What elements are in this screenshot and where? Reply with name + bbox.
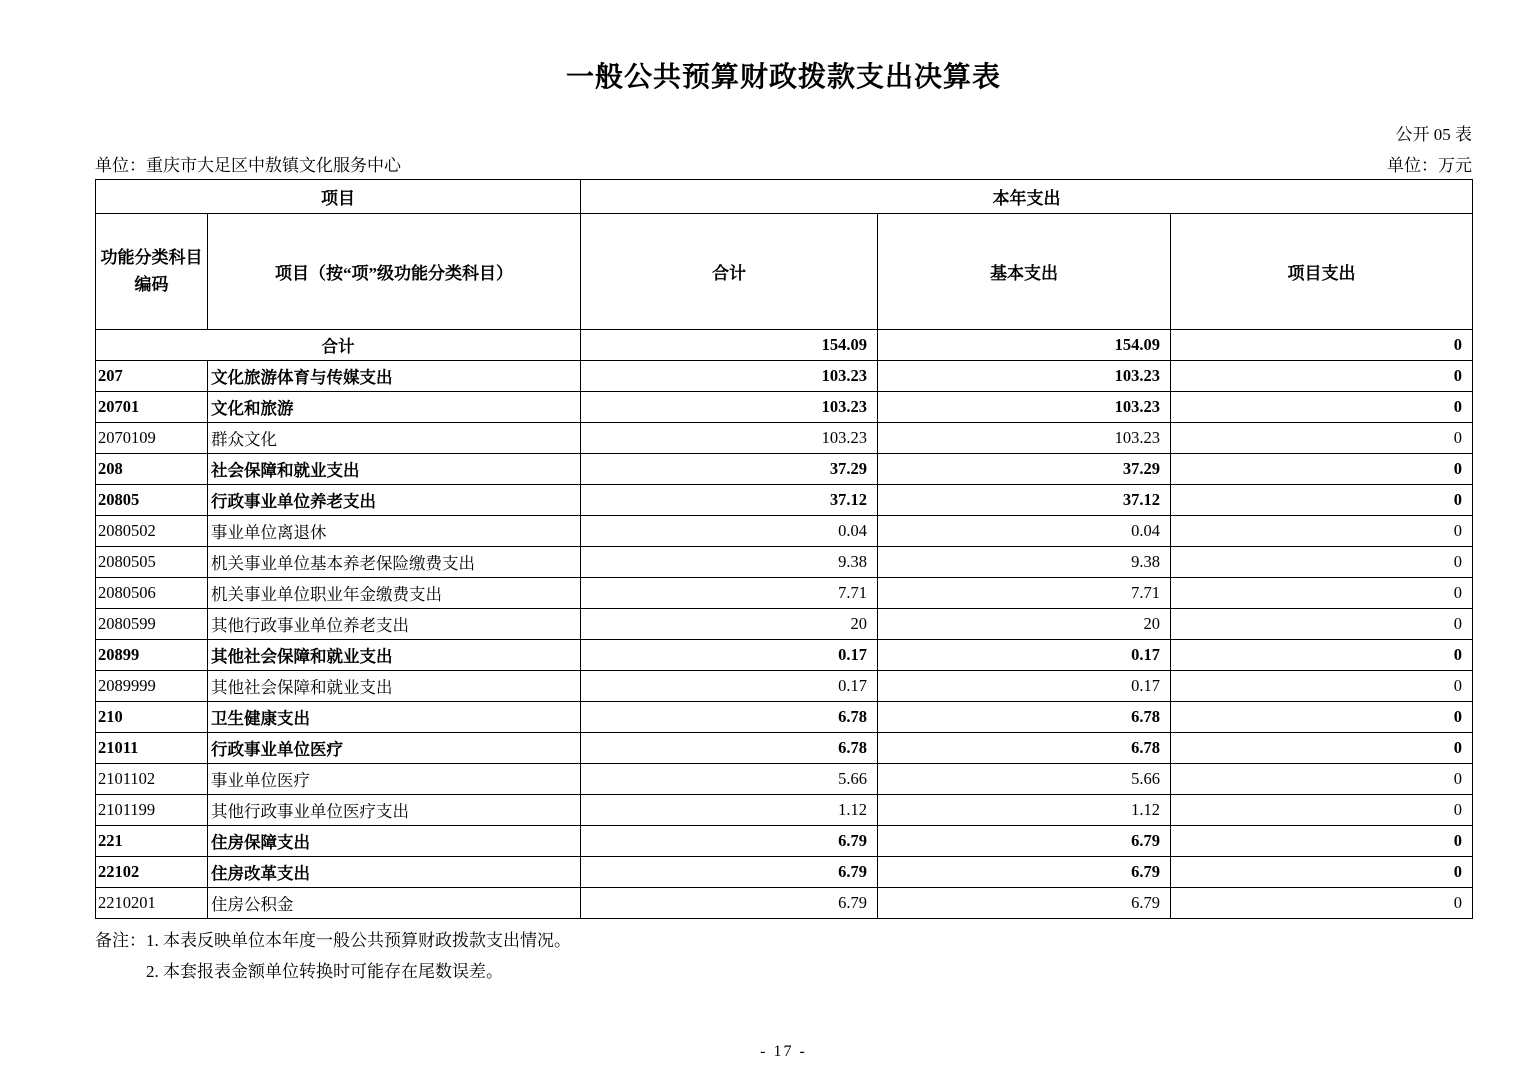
row-item: 社会保障和就业支出 — [208, 454, 581, 485]
row-total: 7.71 — [581, 578, 878, 609]
notes — [95, 925, 1472, 987]
header-columns-row — [96, 214, 1473, 330]
row-code: 2080505 — [96, 547, 208, 578]
row-item: 其他社会保障和就业支出 — [208, 640, 581, 671]
table-row — [96, 547, 1473, 578]
row-basic: 9.38 — [878, 547, 1171, 578]
row-project: 0 — [1171, 547, 1473, 578]
row-total: 103.23 — [581, 392, 878, 423]
table-row — [96, 609, 1473, 640]
row-code: 2070109 — [96, 423, 208, 454]
row-basic: 6.79 — [878, 888, 1171, 919]
row-total: 37.12 — [581, 485, 878, 516]
row-total: 6.79 — [581, 826, 878, 857]
header-function-code-line2: 编码 — [134, 274, 169, 294]
row-code: 20899 — [96, 640, 208, 671]
row-item: 文化旅游体育与传媒支出 — [208, 361, 581, 392]
table-row — [96, 671, 1473, 702]
row-total: 103.23 — [581, 361, 878, 392]
row-basic: 37.12 — [878, 485, 1171, 516]
note-text-1: 1. 本表反映单位本年度一般公共预算财政拨款支出情况。 — [146, 931, 571, 950]
row-project: 0 — [1171, 826, 1473, 857]
row-project: 0 — [1171, 764, 1473, 795]
row-code: 2080506 — [96, 578, 208, 609]
row-basic: 103.23 — [878, 423, 1171, 454]
note-line-2: 2. 本套报表金额单位转换时可能存在尾数误差。 — [146, 962, 503, 981]
row-project: 0 — [1171, 857, 1473, 888]
row-project: 0 — [1171, 516, 1473, 547]
row-total: 6.79 — [581, 888, 878, 919]
document-content — [95, 0, 1472, 1061]
row-code: 20701 — [96, 392, 208, 423]
table-row — [96, 826, 1473, 857]
row-total: 1.12 — [581, 795, 878, 826]
row-code: 2080502 — [96, 516, 208, 547]
row-code: 2101102 — [96, 764, 208, 795]
row-item: 其他行政事业单位医疗支出 — [208, 795, 581, 826]
row-project: 0 — [1171, 609, 1473, 640]
unit-name-label: 单位：重庆市大足区中敖镇文化服务中心 — [95, 156, 401, 175]
row-item: 卫生健康支出 — [208, 702, 581, 733]
table-row — [96, 516, 1473, 547]
table-row — [96, 733, 1473, 764]
row-code: 221 — [96, 826, 208, 857]
header-function-code-line1: 功能分类科目 — [100, 248, 203, 268]
row-total: 6.78 — [581, 702, 878, 733]
table-row — [96, 330, 1473, 361]
table-row — [96, 702, 1473, 733]
row-basic: 20 — [878, 609, 1171, 640]
row-item: 机关事业单位职业年金缴费支出 — [208, 578, 581, 609]
table-row — [96, 764, 1473, 795]
row-project: 0 — [1171, 888, 1473, 919]
table-body — [96, 330, 1473, 919]
row-project: 0 — [1171, 733, 1473, 764]
row-item: 合计 — [96, 330, 581, 361]
row-item: 住房公积金 — [208, 888, 581, 919]
header-current-year-group: 本年支出 — [581, 180, 1473, 214]
row-project: 0 — [1171, 702, 1473, 733]
page-number: - 17 - — [760, 1043, 807, 1060]
row-basic: 6.79 — [878, 857, 1171, 888]
row-basic: 103.23 — [878, 392, 1171, 423]
header-project-expenditure: 项目支出 — [1171, 214, 1473, 330]
header-group-row — [96, 180, 1473, 214]
table-row — [96, 888, 1473, 919]
row-project: 0 — [1171, 640, 1473, 671]
row-basic: 103.23 — [878, 361, 1171, 392]
header-total: 合计 — [581, 214, 878, 330]
table-row — [96, 454, 1473, 485]
row-total: 5.66 — [581, 764, 878, 795]
row-basic: 1.12 — [878, 795, 1171, 826]
row-project: 0 — [1171, 423, 1473, 454]
row-item: 事业单位医疗 — [208, 764, 581, 795]
row-item: 群众文化 — [208, 423, 581, 454]
table-number-label: 公开 05 表 — [1395, 125, 1472, 144]
row-basic: 0.17 — [878, 640, 1171, 671]
row-code: 210 — [96, 702, 208, 733]
row-total: 154.09 — [581, 330, 878, 361]
header-item: 项目（按“项”级功能分类科目） — [208, 214, 581, 330]
row-project: 0 — [1171, 578, 1473, 609]
row-basic: 5.66 — [878, 764, 1171, 795]
unit-currency-label: 单位：万元 — [1387, 156, 1472, 175]
row-basic: 37.29 — [878, 454, 1171, 485]
row-code: 2080599 — [96, 609, 208, 640]
row-total: 0.17 — [581, 640, 878, 671]
table-row — [96, 392, 1473, 423]
header-project-group: 项目 — [96, 180, 581, 214]
row-item: 行政事业单位养老支出 — [208, 485, 581, 516]
unit-line — [95, 151, 1472, 176]
expenditure-table — [95, 179, 1473, 919]
row-item: 行政事业单位医疗 — [208, 733, 581, 764]
row-item: 住房保障支出 — [208, 826, 581, 857]
row-code: 2101199 — [96, 795, 208, 826]
table-row — [96, 361, 1473, 392]
row-item: 其他社会保障和就业支出 — [208, 671, 581, 702]
row-total: 9.38 — [581, 547, 878, 578]
row-total: 6.79 — [581, 857, 878, 888]
row-code: 2089999 — [96, 671, 208, 702]
row-total: 6.78 — [581, 733, 878, 764]
row-code: 22102 — [96, 857, 208, 888]
row-basic: 6.78 — [878, 702, 1171, 733]
row-project: 0 — [1171, 361, 1473, 392]
row-item: 机关事业单位基本养老保险缴费支出 — [208, 547, 581, 578]
notes-label: 备注： — [95, 931, 146, 950]
table-row — [96, 578, 1473, 609]
table-row — [96, 857, 1473, 888]
row-project: 0 — [1171, 795, 1473, 826]
table-row — [96, 640, 1473, 671]
table-row — [96, 423, 1473, 454]
row-project: 0 — [1171, 671, 1473, 702]
page-title: 一般公共预算财政拨款支出决算表 — [565, 62, 1001, 93]
row-basic: 6.79 — [878, 826, 1171, 857]
header-basic-expenditure: 基本支出 — [878, 214, 1171, 330]
row-item: 文化和旅游 — [208, 392, 581, 423]
row-project: 0 — [1171, 485, 1473, 516]
row-project: 0 — [1171, 392, 1473, 423]
header-function-code — [96, 214, 208, 330]
row-basic: 7.71 — [878, 578, 1171, 609]
row-code: 20805 — [96, 485, 208, 516]
note-line-1 — [95, 925, 1472, 956]
table-row — [96, 795, 1473, 826]
row-basic: 0.17 — [878, 671, 1171, 702]
row-basic: 154.09 — [878, 330, 1171, 361]
row-total: 0.17 — [581, 671, 878, 702]
row-code: 207 — [96, 361, 208, 392]
row-basic: 0.04 — [878, 516, 1171, 547]
row-item: 事业单位离退休 — [208, 516, 581, 547]
row-total: 20 — [581, 609, 878, 640]
row-total: 37.29 — [581, 454, 878, 485]
row-project: 0 — [1171, 330, 1473, 361]
row-item: 住房改革支出 — [208, 857, 581, 888]
row-item: 其他行政事业单位养老支出 — [208, 609, 581, 640]
row-code: 2210201 — [96, 888, 208, 919]
row-basic: 6.78 — [878, 733, 1171, 764]
row-total: 103.23 — [581, 423, 878, 454]
table-row — [96, 485, 1473, 516]
row-total: 0.04 — [581, 516, 878, 547]
row-code: 208 — [96, 454, 208, 485]
row-code: 21011 — [96, 733, 208, 764]
row-project: 0 — [1171, 454, 1473, 485]
